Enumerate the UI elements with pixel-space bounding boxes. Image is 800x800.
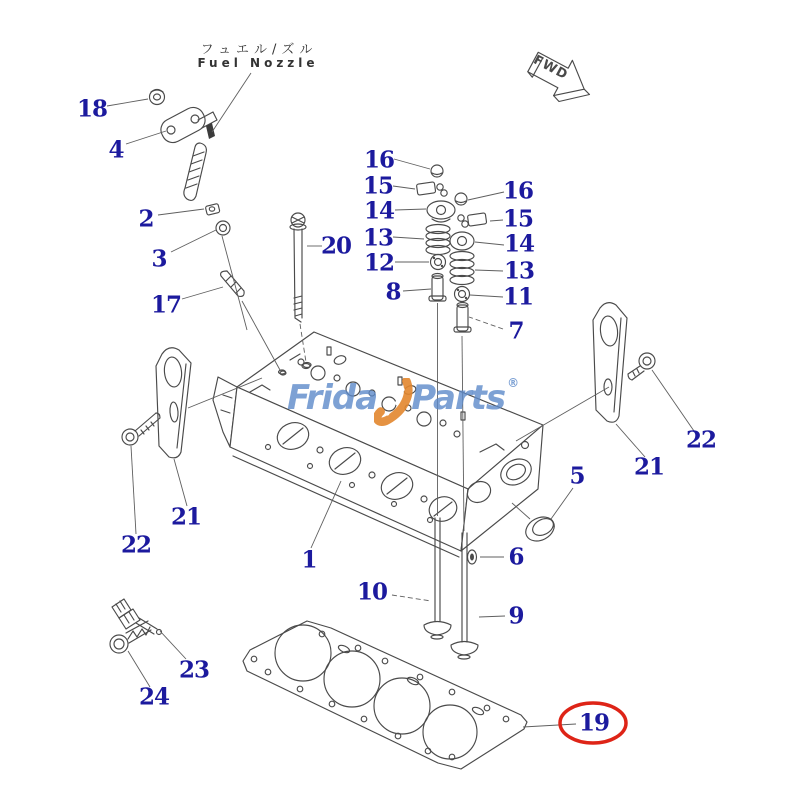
part-label-11: 11 — [502, 283, 534, 311]
watermark-left-text: Frida — [287, 378, 378, 418]
part-label-16-right: 16 — [502, 177, 534, 205]
part-label-15-left: 15 — [362, 172, 394, 200]
part-label-10: 10 — [356, 578, 388, 606]
fuel-nozzle-label-jp: フュエル/ズル — [200, 42, 318, 58]
part-label-17: 17 — [150, 291, 182, 319]
glow-plug-23-drawing — [112, 599, 162, 635]
part-label-12-left: 12 — [363, 249, 395, 277]
cylinder-head-drawing — [213, 332, 543, 557]
part-label-8: 8 — [385, 278, 401, 306]
part-label-13-left: 13 — [362, 224, 394, 252]
part-label-4: 4 — [108, 136, 124, 164]
part-label-14-right: 14 — [503, 230, 535, 258]
part-label-2: 2 — [138, 205, 154, 233]
part-label-15-right: 15 — [502, 205, 534, 233]
part-label-9: 9 — [508, 602, 524, 630]
fwd-arrow — [528, 52, 590, 101]
valve-stack-right-drawing — [450, 193, 487, 332]
fuel-nozzle-label-en: Fuel Nozzle — [197, 56, 319, 70]
plug-5-drawing — [512, 503, 558, 546]
part-label-21-right: 21 — [633, 453, 665, 481]
registered-mark: ® — [507, 376, 519, 390]
part-label-23: 23 — [178, 656, 210, 684]
stud-17-drawing — [221, 271, 286, 374]
part-label-13-right: 13 — [503, 257, 535, 285]
part-label-1: 1 — [301, 546, 317, 574]
fuel-nozzle-drawing — [150, 90, 218, 201]
watermark-logo — [287, 378, 518, 428]
part-label-21-left: 21 — [170, 503, 202, 531]
part-label-22-left: 22 — [120, 531, 152, 559]
part-label-14-left: 14 — [363, 197, 395, 225]
bolt-22-left-drawing — [122, 413, 160, 445]
part-label-24: 24 — [138, 683, 170, 711]
bolt-22-right-drawing — [628, 353, 655, 380]
nut-2-drawing — [205, 203, 220, 215]
part-label-22-right: 22 — [685, 426, 717, 454]
part-label-3: 3 — [151, 245, 167, 273]
wrench-y-icon — [374, 378, 414, 428]
part-label-20: 20 — [320, 232, 352, 260]
fwd-arrow-label: FWD — [530, 52, 571, 84]
part-label-18: 18 — [76, 95, 108, 123]
part-label-6: 6 — [508, 543, 524, 571]
head-gasket-drawing — [243, 621, 527, 769]
part-label-16-left: 16 — [363, 146, 395, 174]
valve-stack-left-drawing — [416, 165, 455, 301]
part-label-7: 7 — [508, 317, 524, 345]
watermark-right-text: Parts — [411, 378, 506, 418]
part-label-19-highlight: 19 — [578, 709, 610, 737]
grommet-6-drawing — [468, 550, 477, 564]
part-label-5: 5 — [569, 462, 585, 490]
